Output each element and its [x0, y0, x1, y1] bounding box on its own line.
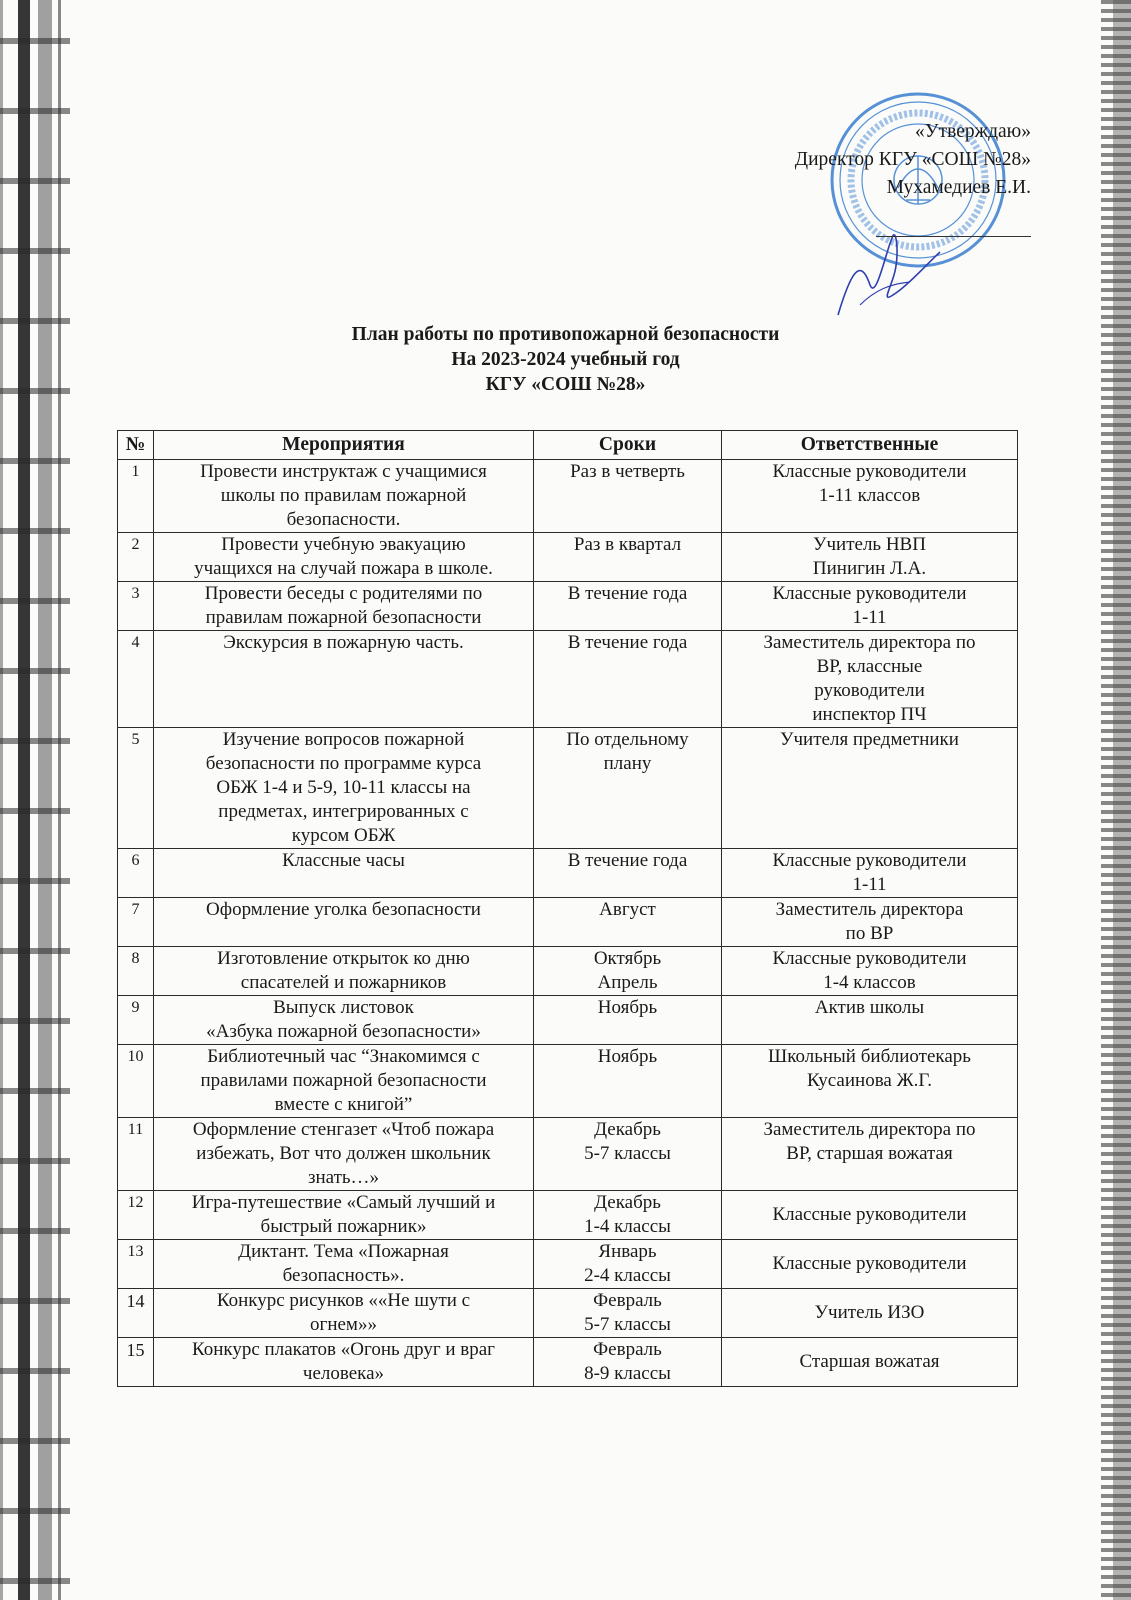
term-cell-line: 5-7 классы: [584, 1314, 671, 1335]
row-number: 7: [118, 898, 154, 947]
event-cell-line: Изучение вопросов пожарной: [222, 729, 465, 750]
event-cell-line: спасателей и пожарников: [240, 972, 447, 993]
table-row: [118, 460, 1018, 533]
table-row: [118, 533, 1018, 582]
header-terms: Сроки: [534, 431, 722, 460]
term-cell: [534, 996, 722, 1045]
event-cell: [154, 1240, 534, 1289]
table-row: [118, 728, 1018, 849]
table-row: [118, 849, 1018, 898]
term-cell-line: Декабрь: [594, 1192, 661, 1213]
term-cell-line: Декабрь: [594, 1119, 661, 1140]
responsible-cell-line: Классные руководители: [772, 948, 967, 969]
event-cell-line: человека»: [302, 1363, 385, 1384]
responsible-cell-line: Учитель НВП: [813, 534, 926, 555]
responsible-cell-line: 1-11: [852, 874, 887, 895]
responsible-cell-line: Классные руководители: [772, 583, 967, 604]
event-cell: [154, 898, 534, 947]
term-cell: [534, 631, 722, 728]
event-cell-line: Классные часы: [282, 850, 405, 871]
responsible-cell: [722, 728, 1018, 849]
event-cell: [154, 1118, 534, 1191]
approval-title: «Утверждаю»: [915, 121, 1031, 142]
event-cell-line: предметах, интегрированных с: [218, 801, 469, 822]
event-cell-line: Оформление уголка безопасности: [206, 899, 481, 920]
term-cell-line: 5-7 классы: [584, 1143, 671, 1164]
term-cell-line: В течение года: [567, 632, 688, 653]
event-cell-line: курсом ОБЖ: [291, 825, 396, 846]
header-responsible: Ответственные: [722, 431, 1018, 460]
event-cell-line: правилам пожарной безопасности: [205, 607, 482, 628]
row-number: 10: [118, 1045, 154, 1118]
term-cell-line: 8-9 классы: [584, 1363, 671, 1384]
responsible-cell: [722, 460, 1018, 533]
spiral-binding-left: [0, 0, 70, 1600]
responsible-cell-line: руководители: [814, 680, 925, 701]
responsible-cell-line: ВР, старшая вожатая: [786, 1143, 953, 1164]
document-title: [0, 322, 1131, 397]
row-number: 15: [118, 1338, 154, 1387]
responsible-cell-line: Пинигин Л.А.: [812, 558, 927, 579]
term-cell-line: В течение года: [567, 583, 688, 604]
row-number: 13: [118, 1240, 154, 1289]
event-cell: [154, 631, 534, 728]
event-cell-line: Экскурсия в пожарную часть.: [223, 632, 464, 653]
title-line-2: На 2023-2024 учебный год: [451, 349, 680, 370]
table-row: [118, 582, 1018, 631]
term-cell: [534, 728, 722, 849]
responsible-cell: [722, 631, 1018, 728]
term-cell-line: Ноябрь: [597, 1046, 658, 1067]
responsible-cell-line: инспектор ПЧ: [812, 704, 927, 725]
term-cell: [534, 898, 722, 947]
row-number: 2: [118, 533, 154, 582]
term-cell: [534, 533, 722, 582]
responsible-cell-line: Классные руководители: [772, 1253, 967, 1274]
responsible-cell-line: Классные руководители: [772, 1204, 967, 1225]
row-number: 1: [118, 460, 154, 533]
term-cell: [534, 1045, 722, 1118]
table-row: [118, 1045, 1018, 1118]
responsible-cell-line: Классные руководители: [772, 850, 967, 871]
term-cell-line: Раз в квартал: [573, 534, 682, 555]
responsible-cell-line: ВР, классные: [816, 656, 923, 677]
term-cell: [534, 1338, 722, 1387]
event-cell-line: Конкурс плакатов «Огонь друг и враг: [192, 1339, 495, 1360]
term-cell: [534, 582, 722, 631]
term-cell-line: Ноябрь: [597, 997, 658, 1018]
event-cell-line: школы по правилам пожарной: [220, 485, 467, 506]
event-cell-line: безопасность».: [282, 1265, 405, 1286]
term-cell: [534, 1240, 722, 1289]
table-row: [118, 1118, 1018, 1191]
event-cell: [154, 533, 534, 582]
row-number: 12: [118, 1191, 154, 1240]
event-cell-line: Диктант. Тема «Пожарная: [238, 1241, 449, 1262]
term-cell-line: По отдельному: [566, 729, 689, 750]
responsible-cell-line: 1-4 классов: [823, 972, 916, 993]
term-cell: [534, 1191, 722, 1240]
event-cell-line: знать…»: [307, 1167, 380, 1188]
row-number: 11: [118, 1118, 154, 1191]
term-cell-line: 2-4 классы: [584, 1265, 671, 1286]
event-cell: [154, 1338, 534, 1387]
event-cell: [154, 1191, 534, 1240]
term-cell-line: Раз в четверть: [570, 461, 685, 482]
row-number: 14: [118, 1289, 154, 1338]
event-cell: [154, 582, 534, 631]
responsible-cell-line: Заместитель директора по: [763, 1119, 976, 1140]
table-row: [118, 631, 1018, 728]
approval-name: Мухамедиев Е.И.: [886, 177, 1031, 198]
term-cell-line: Январь: [598, 1241, 657, 1262]
table-row: [118, 1338, 1018, 1387]
event-cell-line: учащихся на случай пожара в школе.: [194, 558, 493, 579]
responsible-cell: [722, 1191, 1018, 1240]
event-cell: [154, 996, 534, 1045]
event-cell-line: ОБЖ 1-4 и 5-9, 10-11 классы на: [216, 777, 471, 798]
term-cell-line: Апрель: [597, 972, 658, 993]
term-cell: [534, 849, 722, 898]
responsible-cell: [722, 1338, 1018, 1387]
responsible-cell: [722, 996, 1018, 1045]
term-cell-line: Февраль: [593, 1339, 662, 1360]
header-events: Мероприятия: [154, 431, 534, 460]
event-cell-line: избежать, Вот что должен школьник: [196, 1143, 491, 1164]
table-row: [118, 1289, 1018, 1338]
fire-safety-plan-table: [117, 430, 1018, 1387]
approval-position: Директор КГУ «СОШ №28»: [794, 149, 1031, 170]
responsible-cell-line: Актив школы: [814, 997, 925, 1018]
responsible-cell-line: Учитель ИЗО: [814, 1302, 925, 1323]
row-number: 6: [118, 849, 154, 898]
event-cell: [154, 1045, 534, 1118]
event-cell-line: Игра-путешествие «Самый лучший и: [191, 1192, 496, 1213]
responsible-cell-line: Старшая вожатая: [799, 1351, 940, 1372]
responsible-cell: [722, 947, 1018, 996]
event-cell-line: быстрый пожарник»: [260, 1216, 427, 1237]
term-cell: [534, 1289, 722, 1338]
event-cell-line: вместе с книгой”: [274, 1094, 413, 1115]
table-body: [118, 460, 1018, 1387]
responsible-cell: [722, 1240, 1018, 1289]
term-cell: [534, 947, 722, 996]
responsible-cell-line: Кусаинова Ж.Г.: [807, 1070, 932, 1091]
event-cell-line: Провести беседы с родителями по: [204, 583, 483, 604]
responsible-cell: [722, 533, 1018, 582]
scan-edge-right: [1101, 0, 1131, 1600]
term-cell-line: 1-4 классы: [584, 1216, 671, 1237]
title-line-1: План работы по противопожарной безопасности: [351, 324, 780, 345]
row-number: 5: [118, 728, 154, 849]
term-cell-line: Октябрь: [593, 948, 662, 969]
responsible-cell-line: Классные руководители: [772, 461, 967, 482]
table-row: [118, 1191, 1018, 1240]
term-cell: [534, 1118, 722, 1191]
responsible-cell-line: Школьный библиотекарь: [768, 1046, 971, 1067]
term-cell: [534, 460, 722, 533]
event-cell-line: Выпуск листовок: [273, 997, 414, 1018]
table-row: [118, 898, 1018, 947]
term-cell-line: В течение года: [567, 850, 688, 871]
event-cell-line: Конкурс рисунков ««Не шути с: [216, 1290, 471, 1311]
event-cell: [154, 1289, 534, 1338]
event-cell-line: Библиотечный час “Знакомимся с: [207, 1046, 480, 1067]
header-number: №: [118, 431, 154, 460]
responsible-cell-line: 1-11 классов: [818, 485, 921, 506]
term-cell-line: плану: [603, 753, 652, 774]
event-cell: [154, 728, 534, 849]
event-cell-line: Провести инструктаж с учащимися: [200, 461, 487, 482]
table-row: [118, 996, 1018, 1045]
responsible-cell: [722, 1045, 1018, 1118]
table-row: [118, 947, 1018, 996]
row-number: 9: [118, 996, 154, 1045]
responsible-cell: [722, 1118, 1018, 1191]
row-number: 8: [118, 947, 154, 996]
term-cell-line: Август: [599, 899, 656, 920]
event-cell-line: Провести учебную эвакуацию: [221, 534, 466, 555]
approval-block: [795, 118, 1031, 237]
event-cell-line: огнем»»: [310, 1314, 377, 1335]
responsible-cell: [722, 1289, 1018, 1338]
event-cell-line: правилами пожарной безопасности: [200, 1070, 487, 1091]
row-number: 3: [118, 582, 154, 631]
event-cell-line: безопасности по программе курса: [205, 753, 482, 774]
responsible-cell: [722, 582, 1018, 631]
responsible-cell-line: 1-11: [852, 607, 887, 628]
event-cell: [154, 849, 534, 898]
event-cell-line: безопасности.: [286, 509, 401, 530]
responsible-cell: [722, 849, 1018, 898]
signature-line: [876, 236, 1031, 237]
table-row: [118, 1240, 1018, 1289]
term-cell-line: Февраль: [593, 1290, 662, 1311]
event-cell-line: Изготовление открыток ко дню: [217, 948, 470, 969]
event-cell-line: Оформление стенгазет «Чтоб пожара: [192, 1119, 495, 1140]
responsible-cell-line: по ВР: [845, 923, 894, 944]
event-cell: [154, 460, 534, 533]
responsible-cell-line: Учителя предметники: [780, 729, 959, 750]
title-line-3: КГУ «СОШ №28»: [485, 374, 646, 395]
responsible-cell: [722, 898, 1018, 947]
event-cell: [154, 947, 534, 996]
row-number: 4: [118, 631, 154, 728]
event-cell-line: «Азбука пожарной безопасности»: [206, 1021, 481, 1042]
responsible-cell-line: Заместитель директора: [775, 899, 964, 920]
table-header-row: [118, 431, 1018, 460]
responsible-cell-line: Заместитель директора по: [763, 632, 976, 653]
